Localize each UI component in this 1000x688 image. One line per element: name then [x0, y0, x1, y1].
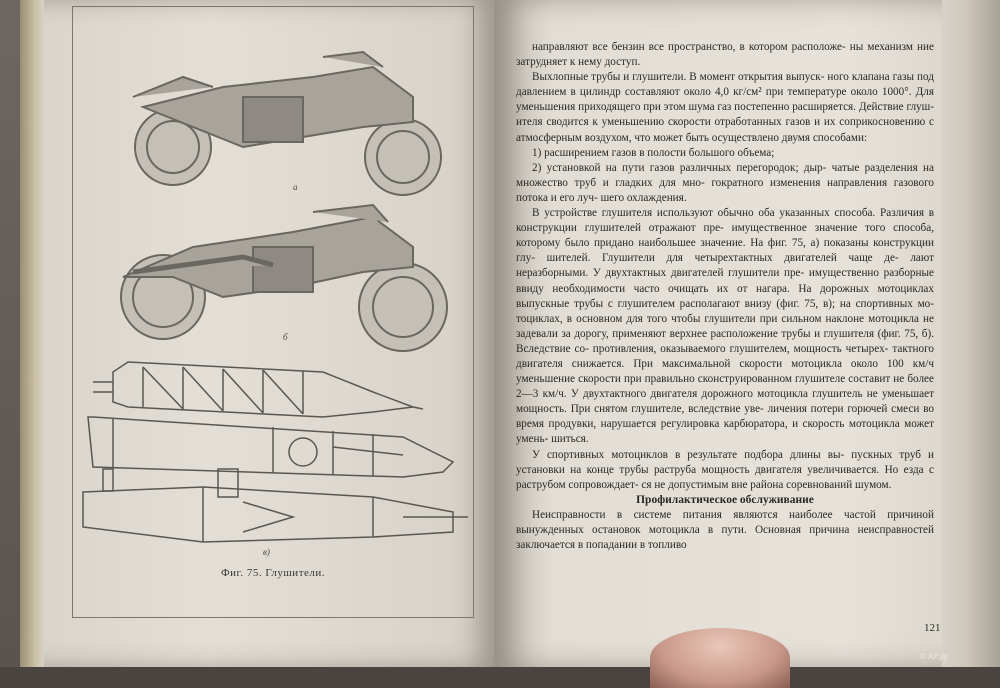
- muffler-illustrations: [73, 7, 473, 617]
- page-edge: [20, 0, 44, 667]
- figure-caption: Фиг. 75. Глушители.: [220, 567, 326, 579]
- figure-75-frame: [72, 6, 474, 618]
- paragraph: направляют все бензин все пространство, в котором расположе- ны механизм ние затрудняет к нему доступ.: [516, 41, 934, 69]
- watermark: © АУ.ру: [920, 652, 948, 661]
- page-number: 121: [924, 622, 941, 634]
- muffler-section-2: [88, 417, 453, 477]
- paragraph: Выхлопные трубы и глушители. В момент открытия выпуск- ного клапана газы под давлением в цилиндр составляют около 4,0 кг/см² при температуре около 1000°. Для уменьшения приходящего при этом шума газ постепенно расширяется. Действие глуш- ителя сводится к уменьшению скорости отработанных газов и их соприкосновению с атмосферным воздухом, что может быть осуществлено двумя способами:: [516, 71, 934, 144]
- paragraph: 1) расширением газов в полости большого объема;: [532, 146, 775, 159]
- muffler-section-3: [83, 469, 468, 542]
- motorcycle-illustration-a: [133, 52, 441, 195]
- muffler-section-1: [93, 362, 423, 417]
- paragraph: У спортивных мотоциклов в результате подбора длины вы- пускных труб и установки на конце трубы раструба мощность двигателя увеличивается. Но езда с раструбом сопровождает- ся не допустимым вне района соревнований шумом.: [516, 448, 934, 491]
- body-text: [516, 40, 934, 553]
- paragraph: В устройстве глушителя используют обычно оба указанных способа. Различия в конструкции глушителей отражают пре- имущественное значение того способа, которому было придано наибольшее значение. На фиг. 75, а) показаны конструкции глу- шителей. Глушители для четырехтактных двигателей чаще де- лают неразборными. У двухтактных двигателей глушители пре- имущественно разборные ввиду необходимости часто очищать их от нагара. На дорожных мотоциклах выпускные трубы с глушителем располагают внизу (фиг. 75, в); на спортивных мо- тоциклах, в основном для того чтобы глушители при сильном наклоне мотоцикла не задевали за дорогу, применяют верхнее расположение трубы и глушителя (фиг. 75, б). Вследствие со- противления, оказываемого глушителем, мощность четырех- тактного двигателя снижается. При максимальной скорости мотоцикла около 100 км/ч уменьшение скорости при правильно сконструированном глушителе составит не более 2—3 км/ч. У двухтактного двигателя дорожного мотоцикла глушитель не уменьшает мощность. При снятом глушителе, вследствие уве- личения потери горючей смеси во время продувки, нарушается регулировка карбюратора, и скорость мотоцикла может умень- шиться.: [516, 207, 934, 446]
- section-heading: Профилактическое обслуживание: [636, 493, 814, 506]
- figure-label-a: а: [293, 182, 298, 192]
- right-page: [494, 0, 1000, 667]
- motorcycle-illustration-b: [121, 205, 447, 351]
- finger: [650, 628, 790, 688]
- left-page: [20, 0, 496, 667]
- page-edge-right: [942, 0, 1000, 667]
- paragraph: 2) установкой на пути газов различных перегородок; дыр- чатые разделения на множество труб и гладких для мно- гократного изменения направления газового потока и его луч- шего охлаждения.: [516, 161, 934, 204]
- figure-label-b: б: [283, 332, 288, 342]
- figure-label-v: в): [263, 547, 270, 557]
- paragraph: Неисправности в системе питания являются наиболее частой причиной вынужденных остановок мотоцикла в пути. Основная причина неисправностей заключается в попадании в топливо: [516, 508, 934, 552]
